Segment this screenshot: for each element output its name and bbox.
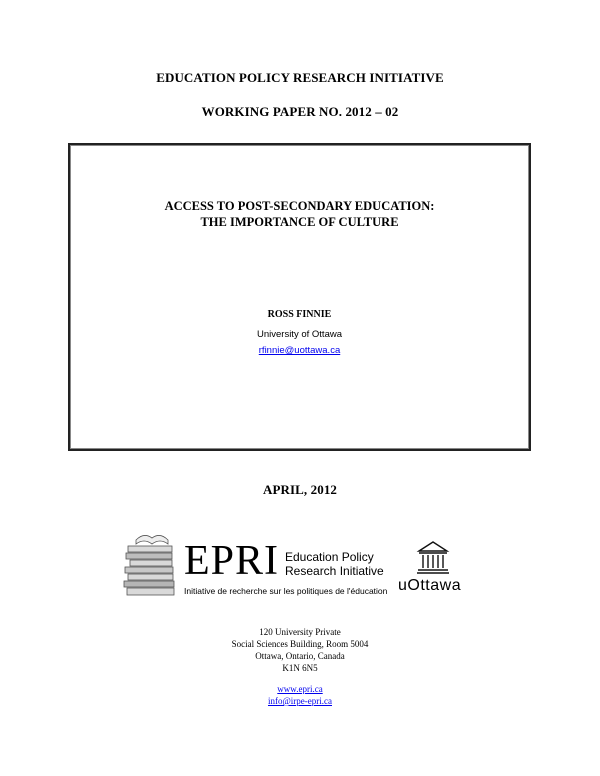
paper-title-line-1: ACCESS TO POST-SECONDARY EDUCATION: <box>164 199 435 213</box>
author-email-link[interactable]: rfinnie@uottawa.ca <box>258 345 341 356</box>
organization-heading: EDUCATION POLICY RESEARCH INITIATIVE <box>156 70 444 85</box>
address-line-3: Ottawa, Ontario, Canada <box>255 651 345 661</box>
contact-email-container <box>0 696 600 706</box>
website-container <box>0 684 600 694</box>
publication-date: APRIL, 2012 <box>262 482 338 497</box>
logos-area <box>122 528 472 598</box>
epri-name-line-1: Education Policy <box>285 550 374 564</box>
address-line-1: 120 University Private <box>259 627 341 637</box>
paper-title-line-2: THE IMPORTANCE OF CULTURE <box>200 215 399 229</box>
address-line-2: Social Sciences Building, Room 5004 <box>231 639 369 649</box>
title-box <box>68 143 531 451</box>
website-link[interactable]: www.epri.ca <box>277 684 323 694</box>
contact-email-link[interactable]: info@irpe-epri.ca <box>267 696 332 706</box>
epri-french-name: Initiative de recherche sur les politiques de l'éducation <box>184 586 388 596</box>
author-affiliation: University of Ottawa <box>257 329 342 340</box>
university-building-icon <box>416 540 450 576</box>
book-stack-icon <box>122 528 180 596</box>
epri-wordmark: EPRI <box>184 538 280 584</box>
working-paper-number: WORKING PAPER NO. 2012 – 02 <box>201 104 399 119</box>
author-name: ROSS FINNIE <box>267 309 332 320</box>
author-email-container <box>70 345 529 356</box>
uottawa-wordmark: uOttawa <box>398 577 462 594</box>
epri-name-line-2: Research Initiative <box>285 564 384 578</box>
address-line-4: K1N 6N5 <box>282 663 318 673</box>
